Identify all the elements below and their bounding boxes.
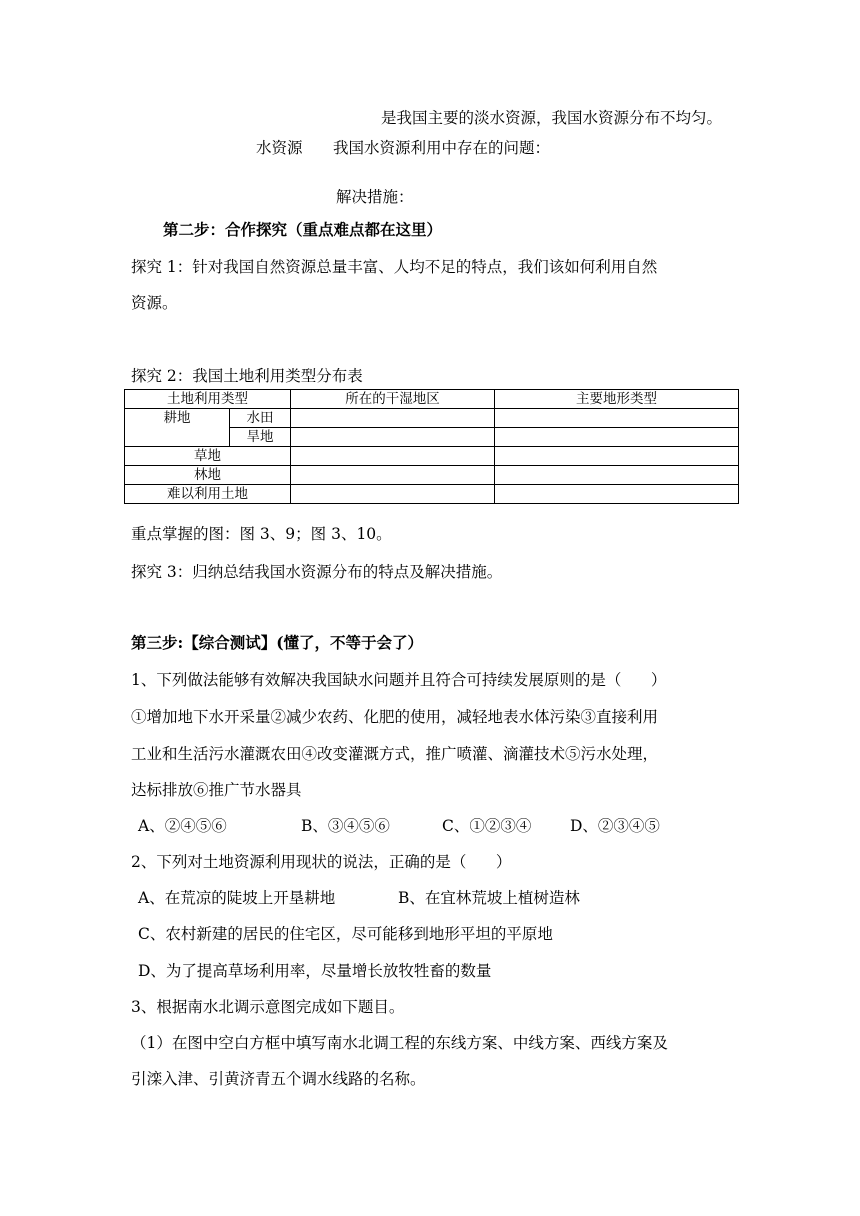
question1-line4: 达标排放⑥推广节水器具	[131, 781, 302, 799]
row-label-grassland: 草地	[125, 447, 291, 466]
question1-option-c[interactable]: C、①②③④	[442, 817, 532, 835]
question1-option-a[interactable]: A、②④⑤⑥	[138, 817, 227, 835]
question1-stem: 1、下列做法能够有效解决我国缺水问题并且符合可持续发展原则的是（ ）	[131, 671, 667, 689]
header-land-type: 土地利用类型	[125, 390, 291, 409]
row-label-dryland: 旱地	[230, 428, 291, 447]
question1-option-b[interactable]: B、③④⑤⑥	[301, 817, 390, 835]
water-problems-line: 我国水资源利用中存在的问题：	[333, 139, 551, 157]
table-row	[125, 447, 739, 466]
cell-unusable-region[interactable]	[291, 485, 495, 504]
question3-sub1-line2: 引滦入津、引黄济青五个调水线路的名称。	[131, 1070, 426, 1088]
question3-sub1-line1: （1）在图中空白方框中填写南水北调工程的东线方案、中线方案、西线方案及	[131, 1034, 668, 1052]
row-label-farmland: 耕地	[125, 409, 230, 447]
step2-title: 第二步：合作探究（重点难点都在这里）	[163, 220, 443, 239]
explore2-title: 探究 2：我国土地利用类型分布表	[131, 367, 363, 385]
question1-line2: ①增加地下水开采量②减少农药、化肥的使用，减轻地表水体污染③直接利用	[131, 708, 659, 726]
row-label-unusable: 难以利用土地	[125, 485, 291, 504]
cell-grassland-region[interactable]	[291, 447, 495, 466]
header-terrain-type: 主要地形类型	[495, 390, 739, 409]
table-row	[125, 485, 739, 504]
cell-dryland-region[interactable]	[291, 428, 495, 447]
land-use-table	[124, 389, 739, 504]
header-dry-wet-region: 所在的干湿地区	[291, 390, 495, 409]
cell-forest-terrain[interactable]	[495, 466, 739, 485]
cell-grassland-terrain[interactable]	[495, 447, 739, 466]
table-row	[125, 466, 739, 485]
cell-dryland-terrain[interactable]	[495, 428, 739, 447]
explore1-line2: 资源。	[131, 294, 178, 312]
step3-title: 第三步:【综合测试】(懂了，不等于会了）	[131, 633, 424, 652]
question2-option-c[interactable]: C、农村新建的居民的住宅区，尽可能移到地形平坦的平原地	[138, 925, 553, 943]
water-measures-line: 解决措施：	[336, 188, 414, 206]
explore1-line1: 探究 1：针对我国自然资源总量丰富、人均不足的特点，我们该如何利用自然	[131, 258, 658, 276]
water-resource-label: 水资源	[256, 139, 303, 157]
table-row	[125, 409, 739, 428]
cell-paddy-terrain[interactable]	[495, 409, 739, 428]
cell-forest-region[interactable]	[291, 466, 495, 485]
key-figures-line: 重点掌握的图：图 3、9；图 3、10。	[131, 525, 392, 543]
question1-line3: 工业和生活污水灌溉农田④改变灌溉方式，推广喷灌、滴灌技术⑤污水处理，	[131, 745, 659, 763]
row-label-paddy: 水田	[230, 409, 291, 428]
question2-option-d[interactable]: D、为了提高草场利用率，尽量增长放牧牲畜的数量	[138, 962, 492, 980]
question2-option-b[interactable]: B、在宜林荒坡上植树造林	[398, 889, 580, 907]
question2-option-a[interactable]: A、在荒凉的陡坡上开垦耕地	[138, 889, 336, 907]
water-main-source-line: 是我国主要的淡水资源，我国水资源分布不均匀。	[381, 109, 723, 127]
row-label-forest: 林地	[125, 466, 291, 485]
question2-stem: 2、下列对土地资源利用现状的说法，正确的是（ ）	[131, 853, 512, 871]
cell-unusable-terrain[interactable]	[495, 485, 739, 504]
question1-option-d[interactable]: D、②③④⑤	[570, 817, 660, 835]
table-header-row	[125, 390, 739, 409]
question3-stem: 3、根据南水北调示意图完成如下题目。	[131, 998, 405, 1016]
cell-paddy-region[interactable]	[291, 409, 495, 428]
explore3-line: 探究 3：归纳总结我国水资源分布的特点及解决措施。	[131, 563, 503, 581]
